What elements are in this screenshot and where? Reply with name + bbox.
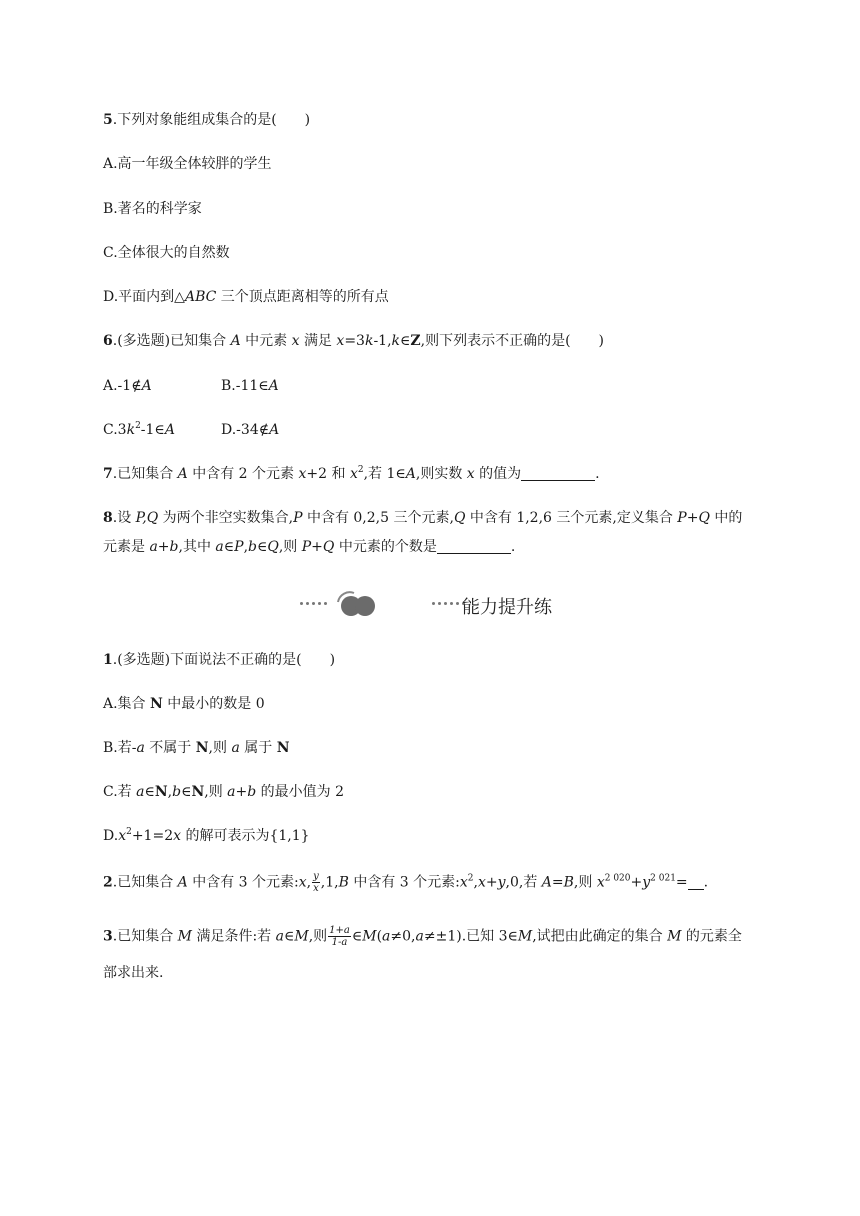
question-5-option-a: A.高一年级全体较胖的学生 — [103, 156, 272, 172]
answer-blank[interactable] — [437, 539, 511, 554]
problem-1-option-a: A.集合 N 中最小的数是 0 — [103, 696, 265, 712]
answer-blank[interactable] — [688, 875, 704, 890]
problem-1-option-c: C.若 a∈N,b∈N,则 a+b 的最小值为 2 — [103, 784, 345, 800]
dots-decoration — [432, 602, 465, 605]
fraction-y-over-x: $\frac{y}{x}$ — [313, 871, 319, 894]
question-number: 6 — [103, 333, 113, 349]
fraction-1plusa-over-1minusa: $\frac{1+a}{1-a}$ — [329, 925, 350, 948]
question-6-stem: 6.(多选题)已知集合 A 中元素 x 满足 x=3k-1,k∈Z,则下列表示不正确的是( ) — [103, 333, 605, 349]
section-badge-icon — [332, 590, 382, 620]
question-5-stem: 5.下列对象能组成集合的是( ) — [103, 112, 311, 128]
problem-3-stem-line-2: 部求出来. — [103, 965, 164, 981]
problem-1-option-d: $D.x^2+1=2x$ 的解可表示为{1,1} — [103, 827, 310, 844]
question-number: 8 — [103, 510, 113, 526]
question-number: 3 — [103, 928, 113, 945]
question-8-stem-line-2: 元素是 a+b,其中 a∈P,b∈Q,则 P+Q 中元素的个数是 . — [103, 539, 516, 555]
question-6-option-d: D.-34∉A — [221, 422, 280, 438]
question-number: 2 — [103, 874, 113, 891]
question-number: 7 — [103, 466, 113, 482]
question-5-option-d: D.平面内到△ABC 三个顶点距离相等的所有点 — [103, 289, 389, 305]
question-7-stem: 7.已知集合 A 中含有 2 个元素 x+2 和 $x^2$,若 1∈A,则实数 x 的值为 . — [103, 465, 600, 482]
problem-1-stem: 1.(多选题)下面说法不正确的是( ) — [103, 652, 336, 668]
dots-decoration — [300, 602, 327, 605]
question-8-stem: 8.设 P,Q 为两个非空实数集合,P 中含有 0,2,5 三个元素,Q 中含有 1,2,6 三个元素,定义集合 P+Q 中的 — [103, 510, 743, 526]
problem-2-stem: 2.已知集合 A 中含有 3 个元素:x, $\frac{y}{x}$ ,1,B 中含有 3 个元素$:x^2,x+y,0$,若 A=B,则 $x^{2 020}+y^{2 021}=$ . — [103, 871, 709, 894]
section-title: 能力提升练 — [462, 597, 552, 618]
question-6-option-b: B.-11∈A — [221, 378, 279, 394]
question-6-option-c: $C.3k^2-1\in A$ — [103, 421, 175, 438]
question-number: 1 — [103, 652, 113, 668]
question-5-option-c: C.全体很大的自然数 — [103, 245, 230, 261]
problem-3-stem: 3.已知集合 M 满足条件:若 a∈M,则 $\frac{1+a}{1-a}$ ∈M(a≠0,a≠±1).已知 3∈M,试把由此确定的集合 M 的元素全 — [103, 925, 742, 948]
answer-blank[interactable] — [521, 466, 595, 481]
question-5-option-b: B.著名的科学家 — [103, 201, 202, 217]
question-number: 5 — [103, 112, 113, 128]
section-header — [296, 590, 576, 622]
question-6-option-a: A.-1∉A — [103, 378, 152, 394]
problem-1-option-b: B.若-a 不属于 N,则 a 属于 N — [103, 740, 290, 756]
